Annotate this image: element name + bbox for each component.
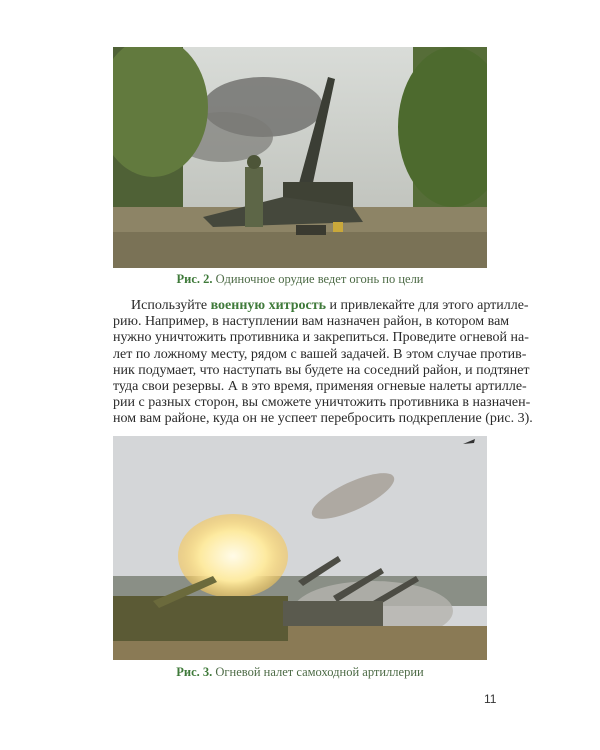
paragraph-line: лет по ложному месту, рядом с вашей задачей. В этом случае против-	[113, 346, 527, 362]
paragraph-line: нужно уничтожить противника и закрепиться. Проведите огневой на-	[113, 330, 529, 346]
figure-3-caption	[113, 665, 487, 680]
highlighted-term: военную хитрость	[210, 298, 326, 313]
figure-label: Рис. 3.	[176, 665, 213, 679]
paragraph-line: ном вам районе, куда он не успеет перебросить подкрепление (рис. 3).	[113, 411, 533, 427]
body-paragraph	[113, 298, 533, 428]
text: Используйте	[131, 298, 211, 313]
paragraph-line	[113, 298, 529, 314]
figure-2-photo-howitzer	[113, 47, 487, 268]
paragraph-line: рию. Например, в наступлении вам назначен район, в котором вам	[113, 314, 510, 330]
figure-2-caption	[113, 272, 487, 287]
paragraph-line: ник подумает, что наступать вы будете на соседний район, и подтянет	[113, 362, 530, 378]
text: и привлекайте для этого артилле-	[325, 298, 529, 313]
figure-3-photo-self-propelled-artillery	[113, 436, 487, 660]
page-number: 11	[484, 692, 497, 706]
figure-label: Рис. 2.	[176, 272, 213, 286]
caption-text: Огневой налет самоходной артиллерии	[215, 665, 424, 679]
caption-text: Одиночное орудие ведет огонь по цели	[215, 272, 424, 286]
paragraph-line: туда свои резервы. А в это время, применяя огневые налеты артилле-	[113, 378, 527, 394]
paragraph-line: рии с разных сторон, вы сможете уничтожить противника в назначен-	[113, 395, 531, 411]
